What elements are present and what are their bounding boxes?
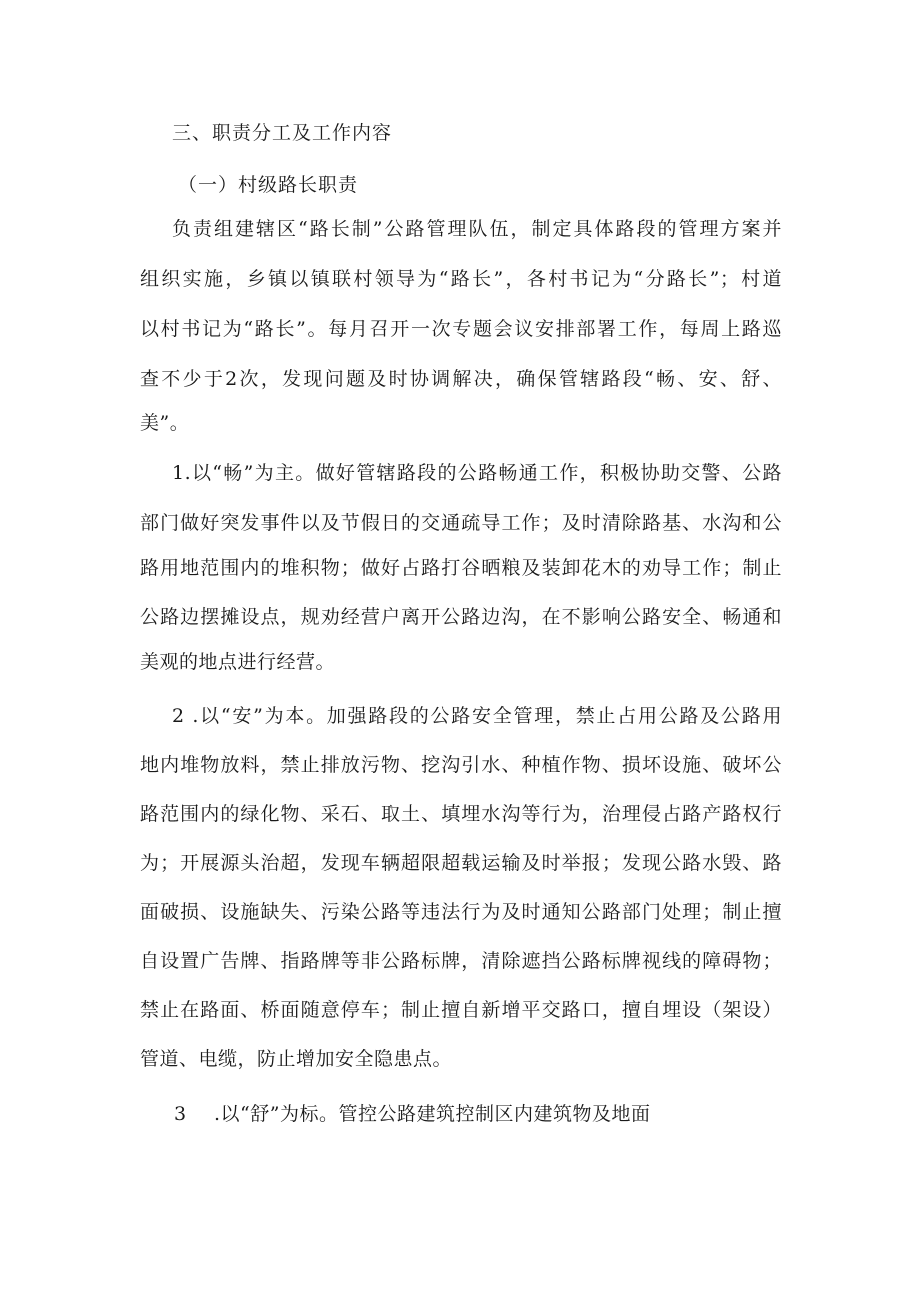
paragraph-3-text: .以“舒”为标。管控公路建筑控制区内建筑物及地面 — [214, 1103, 651, 1125]
paragraph-2-line: 路范围内的绿化物、采石、取土、填埋水沟等行为，治理侵占路产路权行 — [140, 803, 782, 825]
section-heading: 三、职责分工及工作内容 — [172, 122, 393, 144]
paragraph-intro-line: 以村书记为“路长”。每月召开一次专题会议安排部署工作，每周上路巡 — [140, 318, 782, 340]
paragraph-intro-line: 美”。 — [140, 412, 190, 434]
paragraph-intro-line: 负责组建辖区“路长制”公路管理队伍，制定具体路段的管理方案并 — [172, 218, 782, 240]
paragraph-1-line: 1.以“畅”为主。做好管辖路段的公路畅通工作，积极协助交警、公路 — [172, 462, 782, 484]
paragraph-2-line: 自设置广告牌、指路牌等非公路标牌，清除遮挡公路标牌视线的障碍物； — [140, 950, 782, 972]
paragraph-1-line: 部门做好突发事件以及节假日的交通疏导工作；及时清除路基、水沟和公 — [140, 512, 782, 534]
paragraph-2-line: 为；开展源头治超，发现车辆超限超载运输及时举报；发现公路水毁、路 — [140, 852, 782, 874]
paragraph-3-number: 3 — [174, 1103, 187, 1125]
paragraph-2-line: 2 .以“安”为本。加强路段的公路安全管理，禁止占用公路及公路用 — [172, 705, 782, 727]
paragraph-2-line: 管道、电缆，防止增加安全隐患点。 — [140, 1048, 453, 1070]
paragraph-2-line: 禁止在路面、桥面随意停车；制止擅自新增平交路口，擅自埋设（架设） — [140, 999, 782, 1021]
paragraph-2-line: 地内堆物放料，禁止排放污物、挖沟引水、种植作物、损坏设施、破坏公 — [140, 754, 782, 776]
paragraph-intro-line: 组织实施，乡镇以镇联村领导为“路长”，各村书记为“分路长”；村道 — [140, 268, 782, 290]
paragraph-3-line — [174, 1100, 650, 1128]
paragraph-1-line: 美观的地点进行经营。 — [140, 651, 336, 673]
paragraph-intro-line: 查不少于2次，发现问题及时协调解决，确保管辖路段“畅、安、舒、 — [140, 368, 782, 390]
paragraph-1-line: 公路边摆摊设点，规劝经营户离开公路边沟，在不影响公路安全、畅通和 — [140, 606, 782, 628]
paragraph-2-line: 面破损、设施缺失、污染公路等违法行为及时通知公路部门处理；制止擅 — [140, 901, 782, 923]
paragraph-1-line: 路用地范围内的堆积物；做好占路打谷晒粮及装卸花木的劝导工作；制止 — [140, 557, 782, 579]
sub-heading: （一）村级路长职责 — [178, 174, 359, 196]
